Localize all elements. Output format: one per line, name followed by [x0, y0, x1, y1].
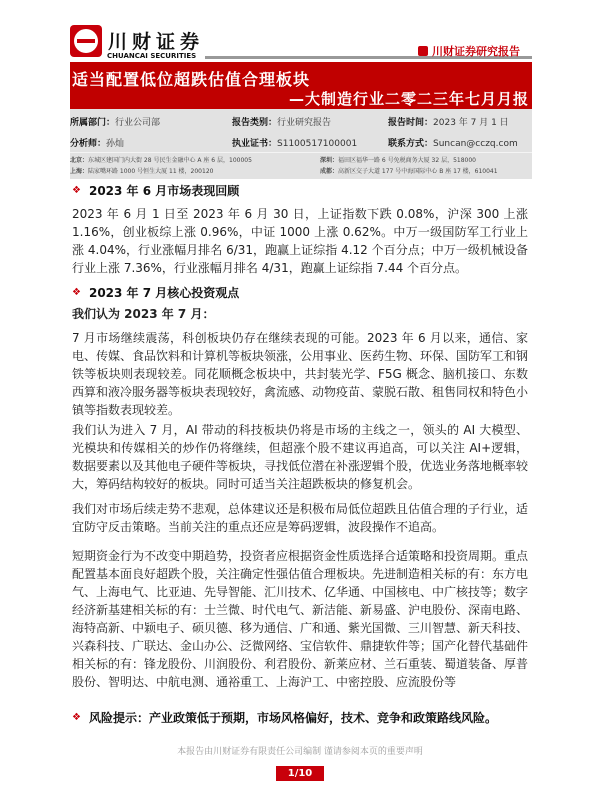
view-paragraph-3: 我们对市场后续走势不悲观，总体建议还是积极布局低位超跌且估值合理的子行业，适宜防守反击策略。当前关注的重点还应是筹码逻辑，波段操作不追高。 — [72, 502, 529, 534]
view-lead: 我们认为 2023 年 7 月： — [72, 307, 215, 321]
footer-disclaimer: 本报告由川财证券有限责任公司编制 谨请参阅本页的重要声明 — [177, 747, 423, 757]
type-field: 报告类别：行业研究报告 — [232, 118, 332, 128]
brand-tag-label: 川财证券研究报告 — [432, 45, 520, 58]
report-info-box — [70, 109, 532, 179]
diamond-bullet-icon: ❖ — [72, 712, 81, 723]
logo-text-en: CHUANCAI SECURITIES — [107, 52, 197, 60]
diamond-bullet-icon: ❖ — [72, 185, 81, 196]
address-beijing: 北京：东城区建国门内大街 28 号民生金融中心 A 座 6 层，100005 — [70, 157, 252, 164]
address-shenzhen: 深圳：福田区福华一路 6 号免税商务大厦 32 层，518000 — [320, 157, 477, 164]
report-title: 适当配置低位超跌估值合理板块 — [72, 70, 311, 89]
address-shanghai: 上海：陆家嘴环路 1000 号恒生大厦 11 楼，200120 — [70, 168, 214, 175]
cert-field: 执业证书：S1100517100001 — [232, 139, 358, 149]
brand-square-icon — [418, 46, 428, 56]
view-paragraph-1: 7 月市场继续震荡，科创板块仍存在继续表现的可能。2023 年 6 月以来，通信、家电、传媒、食品饮料和计算机等板块领涨，公用事业、医药生物、环保、国防军工和钢铁等板块则表现较差。同花顺概念板块中，共封装光学、F5G 概念、脑机接口、东数西算和液冷服务器等板块表现较好，禽流感、动物疫苗、蒙脱石散、租售同权和特色小镇等指数表现较差。 — [72, 331, 529, 417]
address-chengdu: 成都：高新区交子大道 177 号中海国际中心 B 座 17 楼，610041 — [320, 168, 498, 175]
analyst-field: 分析师：孙灿 — [70, 139, 125, 149]
view-paragraph-2: 我们认为进入 7 月，AI 带动的科技板块仍将是市场的主线之一，领头的 AI 大模型、光模块和传媒相关的炒作仍将继续，但超涨个股不建议再追高，可以关注 AI+逻辑，数据要素以及其他电子硬件等板块，寻找低位潜在补涨逻辑个股，优选业务落地概率较大，筹码结构较好的板块。同时可适当关注超跌板块的修复机会。 — [72, 423, 529, 491]
section-heading-view: ❖ 2023 年 7 月核心投资观点 — [72, 286, 240, 300]
risk-warning: ❖ 风险提示：产业政策低于预期，市场风格偏好，技术、竞争和政策路线风险。 — [72, 711, 497, 725]
contact-field[interactable]: 联系方式：Suncan@cczq.com — [388, 139, 518, 149]
date-field: 报告时间：2023 年 7 月 1 日 — [388, 118, 509, 128]
report-subtitle: —大制造行业二零二三年七月月报 — [288, 90, 529, 108]
review-paragraph: 2023 年 6 月 1 日至 2023 年 6 月 30 日，上证指数下跌 0.08%，沪深 300 上涨 1.16%，创业板综上涨 0.96%，中证 1000 上涨 0.62%。中万一级国防军工行业上涨 4.04%，行业涨幅月排名 6/31，跑赢上证综指 4.12 个百分点；中万一级机械设备行业上涨 7.36%，行业涨幅月排名 4/31，跑赢上证综指 7.44 个百分点。 — [72, 207, 528, 275]
info-divider — [70, 152, 532, 153]
page-number: 1/10 — [276, 766, 324, 781]
company-logo-icon — [70, 25, 102, 57]
title-banner — [70, 62, 532, 109]
dept-field: 所属部门：行业公司部 — [70, 118, 161, 128]
brand-tag — [418, 43, 520, 59]
logo-text-cn: 川财证券 — [108, 31, 205, 53]
section-heading-review: ❖ 2023 年 6 月市场表现回顾 — [72, 184, 240, 198]
diamond-bullet-icon: ❖ — [72, 287, 81, 298]
view-paragraph-4: 短期资金行为不改变中期趋势，投资者应根据资金性质选择合适策略和投资周期。重点配置基本面良好超跌个股，关注确定性强估值合理板块。先进制造相关标的有：东方电气、上海电气、比亚迪、先导智能、汇川技术、亿华通、中国核电、中广核技等；数字经济新基建相关标的有：士兰微、时代电气、新洁能、新易盛、沪电股份、深南电路、海特高新、中颖电子、硕贝德、移为通信、广和通、紫光国微、三川智慧、新天科技、兴森科技、广联达、金山办公、泛微网络、宝信软件、鼎捷软件等；国产化替代基础件相关标的有：锋龙股份、川润股份、利君股份、新莱应材、兰石重装、蜀道装备、厚普股份、智明达、中航电测、通裕重工、上海沪工、中密控股、应流股份等 — [72, 549, 529, 689]
